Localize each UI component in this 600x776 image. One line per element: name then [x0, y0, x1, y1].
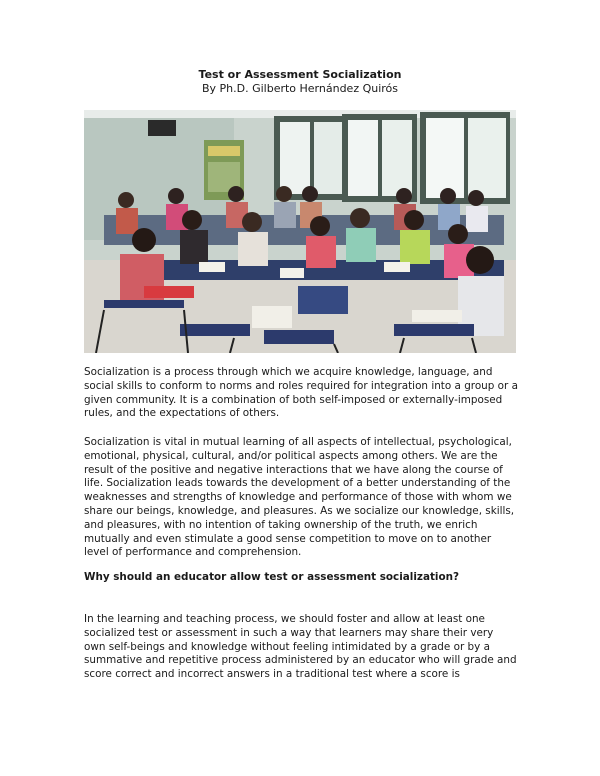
paragraph-learning-process: In the learning and teaching process, we should foster and allow at least one socialized test or assessment in such a way that learners may share their very own self-beings and knowledge without feeling intimidated by a grade or by a summative and repetitive process administered by an educator who will grade and score correct and incorrect answers in a traditional test where a score is — [84, 613, 517, 681]
document-title: Test or Assessment Socialization — [198, 68, 402, 81]
document-byline: By Ph.D. Gilberto Hernández Quirós — [201, 82, 399, 95]
section-heading: Why should an educator allow test or assessment socialization? — [84, 571, 460, 583]
paragraph-intro: Socialization is a process through which we acquire knowledge, language, and social skills to conform to norms and roles required for integration into a group or a given community. It is a combination of both self-imposed or externally-imposed rules, and the expectations of others. — [84, 366, 518, 420]
paragraph-importance: Socialization is vital in mutual learning of all aspects of intellectual, psychological, emotional, physical, cultural, and/or political aspects among others. We are the result of the positive and negative interactions that we have along the course of life. Socialization leads towards the development of a better understanding of the weaknesses and strengths of knowledge and performance of those with whom we share our beings, knowledge, and pleasures. As we socialize our knowledge, skills, and pleasures, with no intention of taking ownership of the truth, we enrich mutually and even stimulate a good sense competition to move on to another level of performance and comprehension. — [84, 436, 515, 559]
classroom-photo — [84, 110, 516, 353]
